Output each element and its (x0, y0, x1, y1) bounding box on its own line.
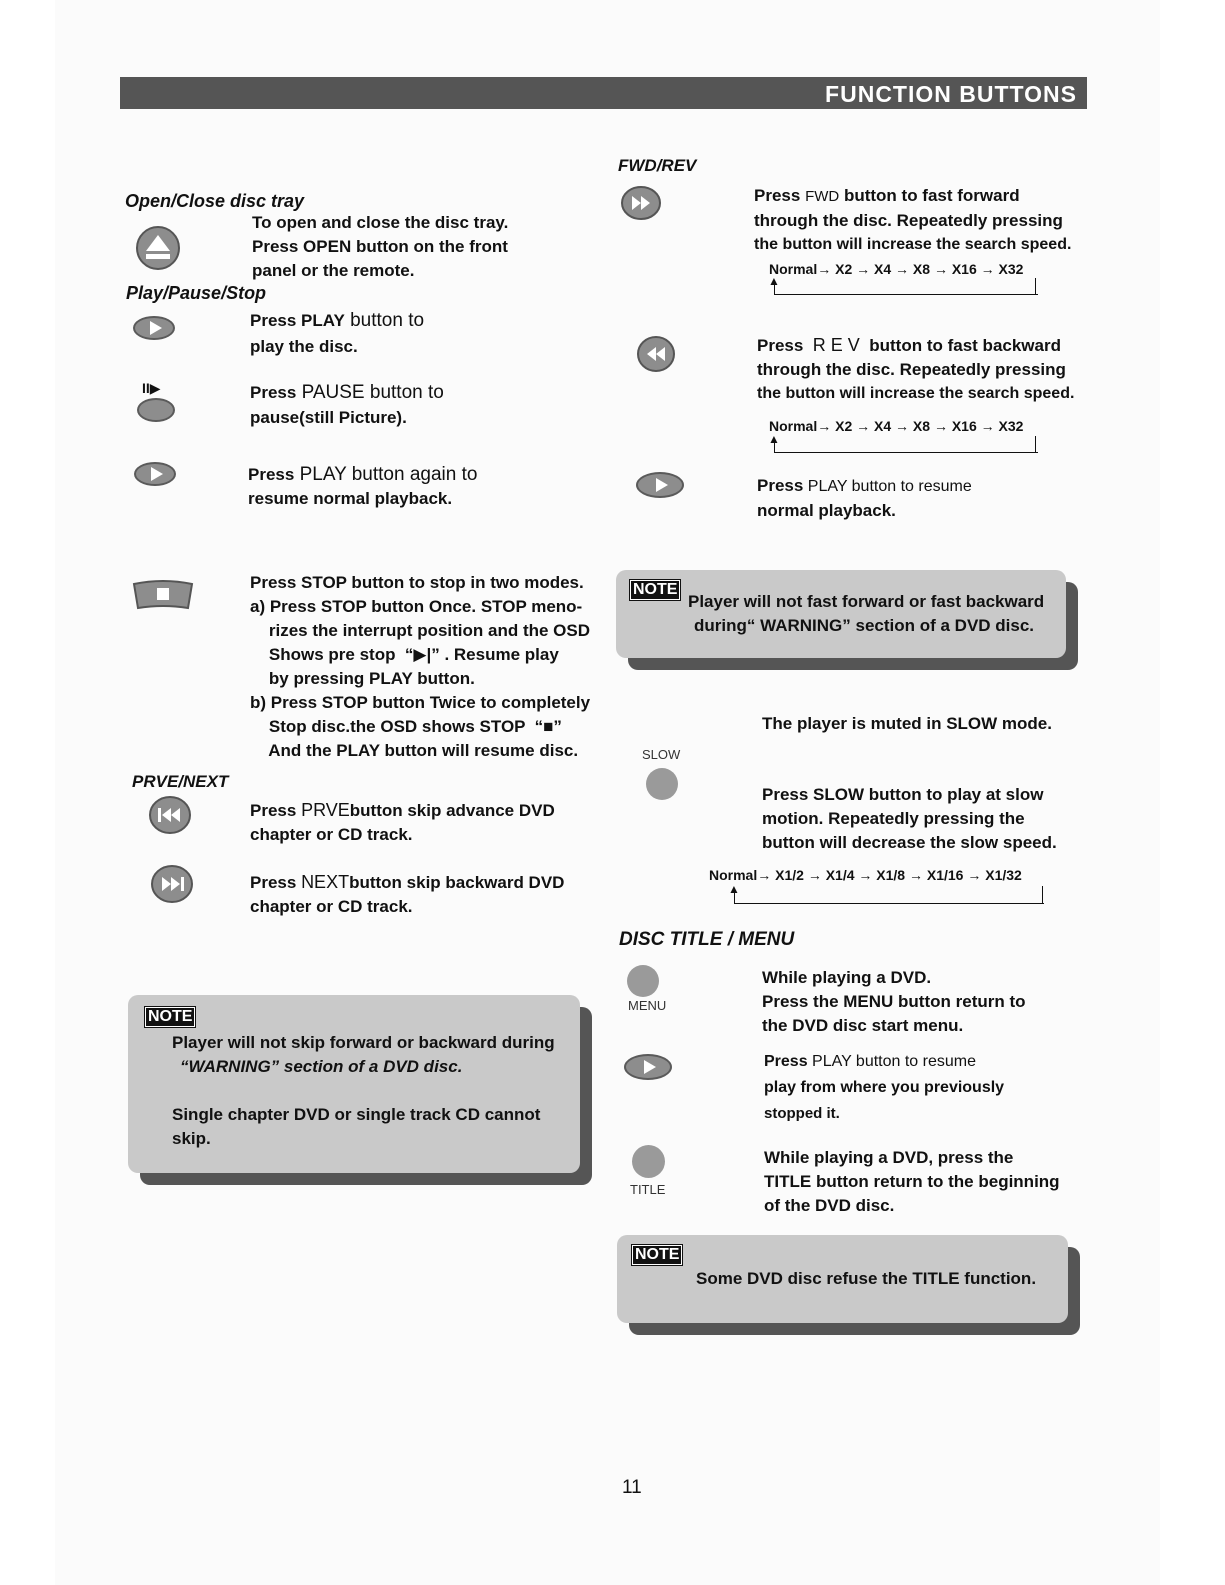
slow-button-label: SLOW (642, 747, 681, 762)
note-skip-line: skip. (172, 1129, 211, 1148)
loop-arrowhead-icon: ▲ (728, 882, 740, 896)
stop-line: Shows pre stop “▶|” . Resume play (250, 645, 559, 664)
next-text-b: NEXT (301, 872, 350, 892)
stop-line: Press STOP button to stop in two modes. (250, 573, 584, 592)
page-number: 11 (622, 1477, 642, 1498)
slow-line: Press SLOW button to play at slow (762, 785, 1044, 804)
menu-line: the DVD disc start menu. (762, 1016, 964, 1035)
fwd-text-a: Press (754, 186, 801, 205)
play-icon (134, 462, 176, 486)
loop-arrowhead-icon: ▲ (768, 432, 780, 446)
rev-text-line2: through the disc. Repeatedly pressing (757, 360, 1066, 379)
note-title-line: Some DVD disc refuse the TITLE function. (696, 1269, 1037, 1288)
prve-next-title: PRVE/NEXT (132, 772, 229, 791)
menu-play-b: PLAY button to resume (807, 1053, 976, 1070)
menu-play-line3: stopped it. (764, 1105, 840, 1122)
open-close-line: Press OPEN button on the front (252, 237, 508, 256)
page-title: FUNCTION BUTTONS (825, 81, 1077, 107)
play-icon (624, 1054, 672, 1080)
fwd-speed-loop-arrow (768, 274, 1038, 296)
loop-arrowhead-icon: ▲ (768, 274, 780, 288)
play-again-text (248, 463, 477, 511)
prve-text-b: PRVE (301, 800, 350, 820)
title-text (764, 1146, 1060, 1218)
open-close-line: To open and close the disc tray. (252, 213, 509, 232)
fast-forward-icon (620, 185, 662, 221)
pause-text-line2: pause(still Picture). (250, 408, 407, 427)
fwd-rev-title: FWD/REV (618, 156, 697, 175)
slow-speed-loop-arrow (728, 882, 1046, 905)
stop-line: b) Press STOP button Twice to completely (250, 693, 591, 712)
rev-text (757, 333, 1074, 406)
note-title-box (617, 1235, 1068, 1323)
fwd-text-c: button to fast forward (843, 186, 1020, 205)
note-skip-line: “WARNING” section of a DVD disc. (180, 1057, 463, 1076)
note-skip-line: Player will not skip forward or backward during (172, 1033, 555, 1052)
prve-text-line2: chapter or CD track. (250, 825, 413, 844)
fwd-text-b: FWD (805, 188, 840, 205)
disc-title-menu-title: DISC TITLE / MENU (619, 929, 795, 950)
prve-text-a: Press (250, 801, 297, 820)
open-close-line: panel or the remote. (252, 261, 415, 280)
pause-glyph-icon: II▶ (142, 380, 161, 396)
fwd-play-b: PLAY button to resume (803, 478, 972, 495)
pause-text-bold: Press (250, 383, 297, 402)
menu-play-text (764, 1049, 1004, 1127)
header-bar (120, 77, 1087, 109)
fwd-play-line2: normal playback. (757, 501, 896, 520)
play-pause-stop-title: Play/Pause/Stop (126, 283, 267, 303)
rev-text-a: Press (757, 336, 804, 355)
fwd-text-line3: the button will increase the search speed. (754, 236, 1072, 253)
next-text (250, 870, 564, 919)
slow-line: motion. Repeatedly pressing the (762, 809, 1025, 828)
rev-text-line3: the button will increase the search speed. (757, 385, 1075, 402)
stop-text (250, 571, 590, 763)
fwd-play-text (757, 474, 972, 523)
next-text-a: Press (250, 873, 297, 892)
note-fast-line: Player will not fast forward or fast backward (688, 592, 1045, 611)
open-close-title: Open/Close disc tray (125, 191, 305, 211)
next-text-c: button skip backward DVD (349, 873, 565, 892)
fast-reverse-icon (636, 335, 676, 373)
note-skip-box (128, 995, 580, 1173)
menu-line: Press the MENU button return to (762, 992, 1026, 1011)
note-fast-line: during“ WARNING” section of a DVD disc. (694, 616, 1035, 635)
play-again-line2: resume normal playback. (248, 489, 453, 508)
stop-line: rizes the interrupt position and the OSD (250, 621, 591, 640)
play-text-bold: Press PLAY (250, 311, 345, 330)
play-text (250, 309, 424, 359)
rev-speed-loop-arrow (768, 432, 1038, 454)
pause-button-icon (137, 398, 175, 422)
rev-text-c: button to fast backward (869, 336, 1061, 355)
previous-icon (148, 795, 192, 835)
prve-text (250, 798, 555, 847)
stop-line: And the PLAY button will resume disc. (250, 741, 579, 760)
pause-text-rest: PAUSE button to (296, 382, 444, 403)
slow-speed-sequence: Normal→ X1/2 → X1/4 → X1/8 → X1/16 → X1/32 (709, 867, 1022, 883)
title-button-label: TITLE (630, 1182, 666, 1197)
slow-text (762, 783, 1057, 855)
menu-play-line2: play from where you previously (764, 1079, 1005, 1096)
menu-text (762, 966, 1026, 1038)
title-line: TITLE button return to the beginning (764, 1172, 1060, 1191)
stop-icon (132, 580, 194, 610)
pause-text (250, 381, 444, 430)
fwd-play-a: Press (757, 476, 804, 495)
stop-line: by pressing PLAY button. (250, 669, 475, 688)
play-icon (133, 316, 175, 340)
menu-button-icon (627, 965, 659, 997)
stop-line: a) Press STOP button Once. STOP meno- (250, 597, 583, 616)
next-text-line2: chapter or CD track. (250, 897, 413, 916)
fwd-text (754, 184, 1071, 257)
note-fast-box (616, 570, 1066, 658)
play-icon (636, 472, 684, 498)
menu-button-label: MENU (628, 998, 667, 1013)
play-again-rest: PLAY button again to (294, 464, 478, 485)
note-tag: NOTE (145, 1007, 195, 1027)
note-tag: NOTE (632, 1245, 682, 1265)
note-skip-line: Single chapter DVD or single track CD cannot (172, 1105, 541, 1124)
stop-line: Stop disc.the OSD shows STOP “■” (250, 717, 562, 736)
prve-text-c: button skip advance DVD (349, 801, 555, 820)
menu-play-a: Press (764, 1053, 808, 1070)
fwd-text-line2: through the disc. Repeatedly pressing (754, 211, 1063, 230)
title-line: While playing a DVD, press the (764, 1148, 1014, 1167)
fwd-speed-sequence: Normal→ X2 → X4 → X8 → X16 → X32 (769, 261, 1024, 277)
menu-line: While playing a DVD. (762, 968, 932, 987)
next-icon (150, 864, 194, 904)
rev-speed-sequence: Normal→ X2 → X4 → X8 → X16 → X32 (769, 418, 1024, 434)
eject-icon (135, 225, 181, 271)
slow-muted-text: The player is muted in SLOW mode. (762, 714, 1052, 733)
play-text-rest: button to (344, 310, 425, 331)
play-again-bold: Press (248, 465, 295, 484)
title-button-icon (632, 1145, 665, 1178)
note-tag: NOTE (630, 580, 680, 600)
slow-button-icon (646, 768, 678, 800)
rev-text-b: R E V (812, 335, 860, 355)
slow-line: button will decrease the slow speed. (762, 833, 1057, 852)
open-close-text (252, 211, 508, 283)
play-text-line2: play the disc. (250, 337, 358, 356)
title-line: of the DVD disc. (764, 1196, 895, 1215)
